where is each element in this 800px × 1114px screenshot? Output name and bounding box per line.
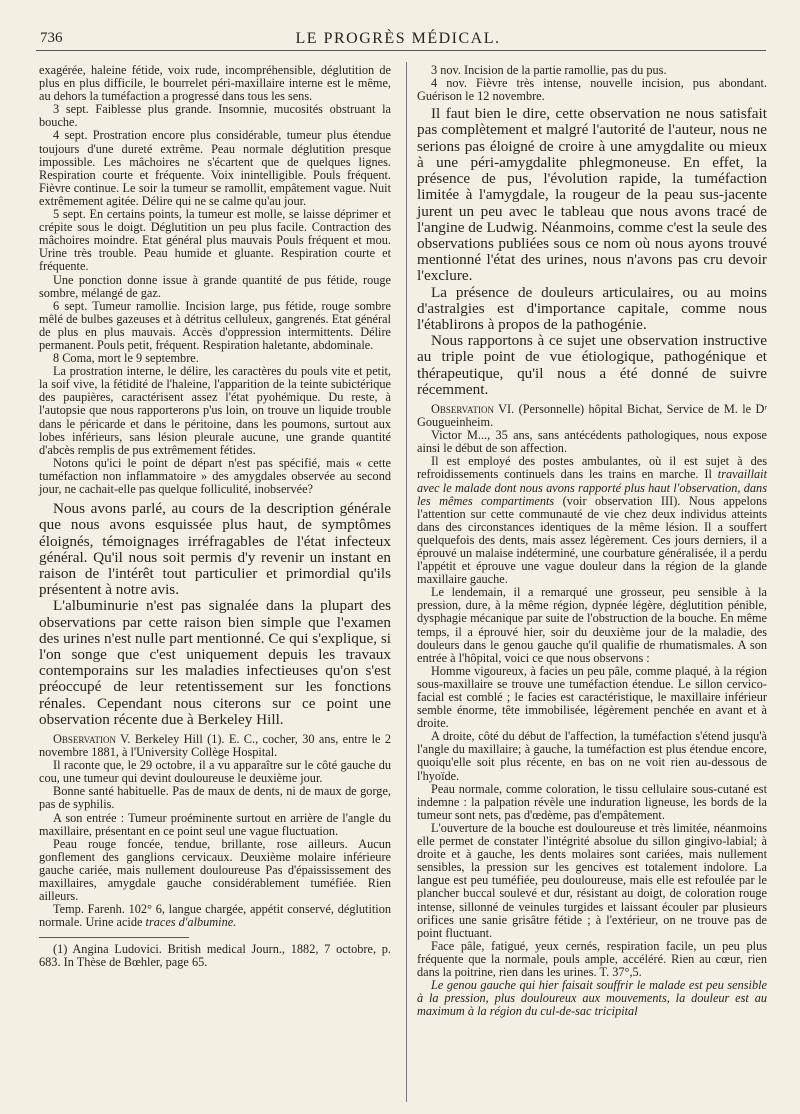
left-column [39, 64, 391, 970]
paragraph: 8 Coma, mort le 9 septembre. [53, 351, 199, 366]
paragraph: La prostration interne, le délire, les caractères du pouls vite et petit, la soif vive, la fétidité de l'haleine, l'apparition de la teinte subictérique des paupières, caractérisent assez l'état pyohémique. Du reste, à l'autopsie que nous rapporterons p'us loin, on trouve un liquide trouble dans le péricarde et dans le péritoine, dans les poumons, surtout aux lobes inférieurs, sans lésion pleurale aucune, une grande quantité d'abcès remplis de pus extrêmement fétides. [39, 364, 391, 457]
paragraph: Homme vigoureux, à facies un peu pâle, comme plaqué, à la région sous-maxillaire se trouve une tuméfaction étendue. Le sillon cervico-facial est comblé ; le facies est caractéristique, le maxillaire inférieur semble énorme, tête immobilisée, légèrement penchée en avant et à droite. [417, 663, 767, 731]
paragraph-italic: Le genou gauche qui hier faisait souffrir le malade est peu sensible à la pression, plus douloureux aux mouvements, la douleur est au maximum à la région du cul-de-sac tricipital [417, 978, 767, 1019]
footnote: (1) Angina Ludovici. British medical Journ., 1882, 7 octobre, p. 683. In Thèse de Bœhler, page 65. [39, 942, 391, 970]
page-number: 736 [40, 30, 63, 46]
paragraph: Victor M..., 35 ans, sans antécédents pathologiques, nous expose ainsi le début de son affection. [417, 428, 767, 456]
paragraph-text: (voir observation III). Nous appelons l'attention sur cette communauté de vie chez deux individus atteints dans des circonstances identiques de la même lésion. Il a souffert quelquefois des dents, mais assez légèrement. Ces jours derniers, il a éprouvé un malaise indéterminé, une courbature généralisée, il a perdu l'appétit et éprouve une vague douleur dans la région de la glande maxillaire gauche. [417, 493, 767, 587]
paragraph: A son entrée : Tumeur proéminente surtout en arrière de l'angle du maxillaire, présentant en ce point seul une vague fluctuation. [39, 810, 391, 838]
footnote-rule [39, 937, 189, 938]
paragraph [417, 979, 767, 1018]
paragraph-text: Il est employé des postes ambulantes, où il est sujet à des refroidissements continuels dans les trains en marche. Il [417, 454, 767, 482]
paragraph: 3 sept. Faiblesse plus grande. Insomnie, mucosités obstruant la bouche. [39, 102, 391, 130]
large-paragraph: L'albuminurie n'est pas signalée dans la plupart des observations par cette raison bien simple que l'examen des urines n'est nulle part mentionné. Ce qui s'explique, si l'on songe que c'est uniquement depuis les travaux contemporains sur les maladies infectieuses qu'on s'est préoccupé de leur retentissement sur les fonctions rénales. Cependant nous citerons sur ce point une observation récente due à Berkeley Hill. [39, 597, 391, 728]
observation-6 [417, 403, 767, 429]
observation-title: Observation V. [53, 731, 131, 746]
temperature-text: Temp. Farenh. 102° 6, langue chargée, appétit conservé, déglutition normale. Urine acide [39, 902, 391, 930]
paragraph: exagérée, haleine fétide, voix rude, incompréhensible, déglutition de plus en plus difficile, le bourrelet péri-maxillaire interne est le même, au dehors la tuméfaction a progressé dans tous les sens. [39, 63, 391, 104]
large-paragraph: Il faut bien le dire, cette observation ne nous satisfait pas complètement et malgré l'autorité de l'auteur, nous ne serions pas éloigné de croire à une amygdalite ou mieux à une péri-amygdalite phlegmoneuse. En effet, la présence de pus, l'évolution rapide, la tuméfaction limitée à l'amygdale, la rougeur de la peau sus-jacente jurent un peu avec le tableau que nous avons tracé de l'angine de Ludwig. Néanmoins, comme c'est la seule des observations publiées sous ce nom où nous ayons trouvé mentionné l'état des urines, nous n'avons pas cru devoir l'exclure. [417, 105, 767, 285]
observation-intro: Berkeley Hill (1). E. C., cocher, 30 ans, entre le 2 novembre 1881, à l'University Collège Hospital. [39, 731, 391, 760]
paragraph: 4 nov. Fièvre très intense, nouvelle incision, pus abondant. Guérison le 12 novembre. [417, 76, 767, 104]
paragraph: L'ouverture de la bouche est douloureuse et très limitée, néanmoins elle permet de constater l'intégrité absolue du sillon gingivo-labial; à droite et à gauche, les dents molaires sont cariées, mais nullement sensibles, la pression sur les gencives est totalement indolore. La langue est peu tuméfiée, peu douloureuse, mais elle est refoulée par le plancher buccal soulevé et dur, résistant au doigt, de coloration rouge intense, sillonné de veinules turgides et laissant écouler par plusieurs orifices une sanie grisâtre fétide ; à l'extérieur, on ne trouve pas de point fluctuant. [417, 820, 767, 940]
albumin-note: traces d'albumine. [145, 915, 237, 930]
page-header [28, 30, 768, 52]
paragraph: Notons qu'ici le point de départ n'est pas spécifié, mais « cette tuméfaction non inflammatoire » des amygdales observée au second jour, ne cachait-elle pas quelque folliculité, inobservée? [39, 455, 391, 496]
paragraph: 4 sept. Prostration encore plus considérable, tumeur plus étendue toujours d'une dureté extrême. Peau normale déglutition presque impossible. Les mâchoires ne s'écartent que de quelques lignes. Respiration courte et fréquente. Voix inintelligible. Pouls fréquent. Fièvre continue. Le soir la tumeur se ramollit, empâtement vague. Nuit extrêmement agitée. Délire qui ne se calme qu'au jour. [39, 128, 391, 208]
paragraph: Le lendemain, il a remarqué une grosseur, peu sensible à la pression, dure, à la même région, dypnée légère, déglutition pénible, dysphagie mécanique par suite de l'obstruction de la bouche. En même temps, il a éprouvé hier, soir du deuxième jour de la maladie, des douleurs dans le genou gauche qu'il qualifie de rhumatismales. A son entrée à l'hôpital, voici ce que nous observons : [417, 585, 767, 665]
paragraph: 6 sept. Tumeur ramollie. Incision large, pus fétide, rouge sombre mêlé de bulbes gazeuses et à détritus celluleux, gangrenés. Etat général de plus en plus mauvais. Accès d'oppression intermittents. Délire permanent. Pouls petit, fréquent. Respiration haletante, abdominale. [39, 298, 391, 352]
paragraph: Peau rouge foncée, tendue, brillante, rose ailleurs. Aucun gonflement des ganglions cervicaux. Deuxième molaire inférieure gauche cariée, mais nullement douloureuse Pas d'épaississement des maxillaires, amygdale gauche considérablement tuméfiée. Rien ailleurs. [39, 836, 391, 904]
paragraph: Peau normale, comme coloration, le tissu cellulaire sous-cutané est indemne : la palpation révèle une induration ligneuse, les bords de la tumeur sont nets, pas d'œdème, pas d'empâtement. [417, 781, 767, 822]
right-column [417, 64, 767, 1018]
large-paragraph: Nous avons parlé, au cours de la description générale que nous avons esquissée plus haut, de symptômes éloignés, témoignages irréfragables de l'état infecteux général. Qu'il nous soit permis d'y revenir un instant en raison de l'intérêt tout particulier et primordial qu'ils présentent à notre avis. [39, 500, 391, 599]
column-divider [406, 62, 407, 1102]
paragraph: Bonne santé habituelle. Pas de maux de dents, ni de maux de gorge, pas de syphilis. [39, 784, 391, 812]
observation-5 [39, 733, 391, 759]
running-title: LE PROGRÈS MÉDICAL. [295, 30, 501, 47]
paragraph [417, 455, 767, 586]
paragraph: A droite, côté du début de l'affection, la tuméfaction s'étend jusqu'à l'angle du maxillaire; à gauche, la tuméfaction est plus étendue encore, quoiqu'elle soit plus récente, en bas on ne voit rien au-dessous de l'hyoïde. [417, 729, 767, 783]
header-rule [36, 50, 766, 51]
observation-intro: (Personnelle) hôpital Bichat, Service de M. le Dʳ Gougueinheim. [417, 401, 768, 430]
large-paragraph: Nous rapportons à ce sujet une observation instructive au triple point de vue étiologique, pathogénique et thérapeutique, qu'il nous a été donné de suivre récemment. [417, 332, 767, 398]
paragraph-italic: travaillait avec le malade dont nous avons rapporté plus haut l'observation, dans les mêmes compartiments [417, 467, 767, 508]
paragraph: 3 nov. Incision de la partie ramollie, pas du pus. [431, 63, 667, 77]
paragraph: Une ponction donne issue à grande quantité de pus fétide, rouge sombre, mélangé de gaz. [39, 272, 391, 300]
observation-title: Observation VI. [431, 401, 515, 416]
paragraph [39, 903, 391, 929]
paragraph: Face pâle, fatigué, yeux cernés, respiration facile, un peu plus fréquente que la normale, pouls ample, accéléré. Rien au cœur, rien dans la poitrine, rien dans les urines. T. 37°,5. [417, 938, 767, 979]
large-paragraph: La présence de douleurs articulaires, ou au moins d'astralgies est d'importance capitale, comme nous l'établirons à propos de la pathogénie. [417, 283, 767, 333]
paragraph: Il raconte que, le 29 octobre, il a vu apparaître sur le côté gauche du cou, une tumeur qui devint douloureuse le deuxième jour. [39, 758, 391, 786]
paragraph: 5 sept. En certains points, la tumeur est molle, se laisse déprimer et crépite sous le doigt. Déglutition un peu plus facile. Contraction des mâchoires moindre. Etat général plus mauvais Pouls fréquent et mou. Urine très trouble. Peau humide et gluante. Respiration courte et fréquente. [39, 207, 391, 274]
